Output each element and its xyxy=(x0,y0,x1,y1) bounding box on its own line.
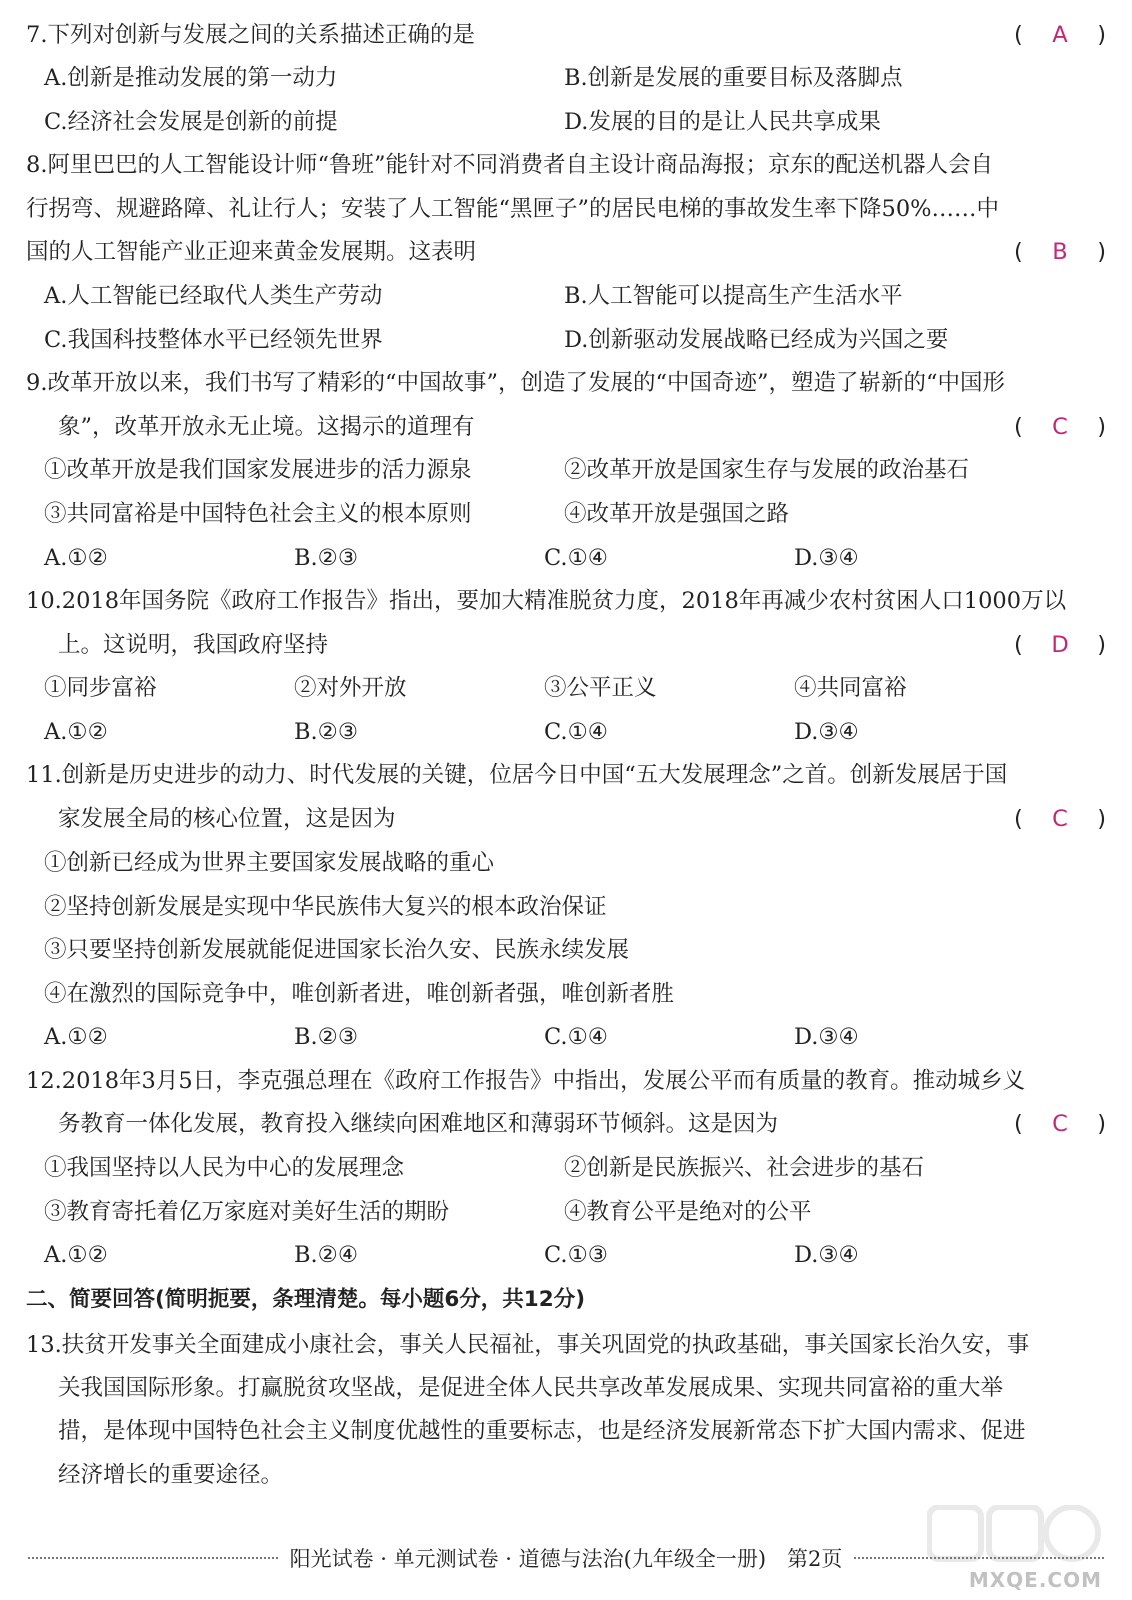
question-13-line1: 13.扶贫开发事关全面建成小康社会，事关人民福祉，事关巩固党的执政基础，事关国家长治久安，事 xyxy=(26,1332,1030,1358)
option-c: C.我国科技整体水平已经领先世界 xyxy=(44,327,383,353)
answer-q8: B xyxy=(1052,239,1068,265)
option-c: C.①③ xyxy=(544,1242,608,1268)
exam-page: 7.下列对创新与发展之间的关系描述正确的是 ( A ) A.创新是推动发展的第一动力 B.创新是发展的重要目标及落脚点 C.经济社会发展是创新的前提 D.发展的目的是让人民共享成果 8.阿里巴巴的人工智能设计师“鲁班”能针对不同消费者自主设计商品海报；京东的配送机器人会自 行拐弯、规避路障、礼让行人；安装了人工智能“黑匣子”的居民电梯的事故发生率下降50%……中 国的人工智能产业正迎来黄金发展期。这表明 ( B ) A.人工智能已经取代人类生产劳动 B.人工智能可以提高生产生活水平 C.我国科技整体水平已经领先世界 D.创新驱动发展战略已经成为兴国之要 9.改革开放以来，我们书写了精彩的“中国故事”，创造了发展的“中国奇迹”，塑造了崭新的“中国形 象”，改革开放永无止境。这揭示的道理有 ( C ) ①改革开放是我们国家发展进步的活力源泉 ②改革开放是国家生存与发展的政治基石 ③共同富裕是中国特色社会主义的根本原则 ④改革开放是强国之路 A.①② B.②③ C.①④ D.③④ 10.2018年国务院《政府工作报告》指出，要加大精准脱贫力度，2018年再减少农村贫困人口1000万以 上。这说明，我国政府坚持 ( D ) ①同步富裕 ②对外开放 ③公平正义 ④共同富裕 A.①② B.②③ C.①④ D.③④ 11.创新是历史进步的动力、时代发展的关键，位居今日中国“五大发展理念”之首。创新发展居于国 家发展全局的核心位置，这是因为 ( C ) ①创新已经成为世界主要国家发展战略的重心 ②坚持创新发展是实现中华民族伟大复兴的根本政治保证 ③只要坚持创新发展就能促进国家长治久安、民族永续发展 ④在激烈的国际竞争中，唯创新者进，唯创新者强，唯创新者胜 A.①② B.②③ C.①④ D.③④ 12.2018年3月5日，李克强总理在《政府工作报告》中指出，发展公平而有质量的教育。推动城乡义 务教育一体化发展，教育投入继续向困难地区和薄弱环节倾斜。这是因为 ( C ) ①我国坚持以人民为中心的发展理念 ②创新是民族振兴、社会进步的基石 ③教育寄托着亿万家庭对美好生活的期盼 ④教育公平是绝对的公平 A.①② B.②④ C.①③ D.③④ 二、简要回答(简明扼要，条理清楚。每小题6分，共12分) 13.扶贫开发事关全面建成小康社会，事关人民福祉，事关巩固党的执政基础，事关国家长治久安，事 关我国国际形象。打赢脱贫攻坚战，是促进全体人民共享改革发展成果、实现共同富裕的重大举 措，是体现中国特色社会主义制度优越性的重要标志，也是经济发展新常态下扩大国内需求、促进 经济增长的重要途径。 MXQE.COM 阳光试卷 · 单元测试卷 · 道德与法治(九年级全一册) 第2页 xyxy=(26,22,1106,1592)
statement-2: ②改革开放是国家生存与发展的政治基石 xyxy=(564,457,970,483)
answer-bracket: ( A ) xyxy=(1014,22,1106,48)
option-a: A.人工智能已经取代人类生产劳动 xyxy=(44,283,383,309)
option-b: B.②③ xyxy=(294,545,359,571)
question-8-stem-line3: 国的人工智能产业正迎来黄金发展期。这表明 ( B ) xyxy=(26,239,1106,265)
statement-4: ④教育公平是绝对的公平 xyxy=(564,1199,812,1225)
option-d: D.③④ xyxy=(794,1024,859,1050)
watermark-text: MXQE.COM xyxy=(968,1568,1102,1592)
question-12-stem-line1: 12.2018年3月5日，李克强总理在《政府工作报告》中指出，发展公平而有质量的教育。推动城乡义 xyxy=(26,1068,1026,1094)
option-d: D.③④ xyxy=(794,1242,859,1268)
answer-bracket: ( C ) xyxy=(1014,1111,1106,1137)
question-13-line3: 措，是体现中国特色社会主义制度优越性的重要标志，也是经济发展新常态下扩大国内需求、促进 xyxy=(58,1418,1026,1444)
answer-bracket: ( B ) xyxy=(1014,239,1106,265)
option-b: B.②④ xyxy=(294,1242,359,1268)
statement-2: ②创新是民族振兴、社会进步的基石 xyxy=(564,1155,925,1181)
statement-2: ②对外开放 xyxy=(294,675,407,701)
statement-3: ③公平正义 xyxy=(544,675,657,701)
option-c: C.经济社会发展是创新的前提 xyxy=(44,109,338,135)
answer-bracket: ( D ) xyxy=(1014,632,1106,658)
answer-q9: C xyxy=(1052,414,1068,440)
statement-4: ④改革开放是强国之路 xyxy=(564,501,790,527)
statement-3: ③共同富裕是中国特色社会主义的根本原则 xyxy=(44,501,472,527)
question-8-stem-line2: 行拐弯、规避路障、礼让行人；安装了人工智能“黑匣子”的居民电梯的事故发生率下降50%……中 xyxy=(26,196,1000,222)
option-a: A.①② xyxy=(44,1242,108,1268)
option-a: A.①② xyxy=(44,719,108,745)
option-a: A.①② xyxy=(44,1024,108,1050)
question-11-stem-line2: 家发展全局的核心位置，这是因为 ( C ) xyxy=(58,806,1106,832)
answer-q10: D xyxy=(1051,632,1069,658)
option-b: B.人工智能可以提高生产生活水平 xyxy=(564,283,903,309)
question-10-stem-line2: 上。这说明，我国政府坚持 ( D ) xyxy=(58,632,1106,658)
option-b: B.创新是发展的重要目标及落脚点 xyxy=(564,65,903,91)
option-b: B.②③ xyxy=(294,1024,359,1050)
option-d: D.③④ xyxy=(794,719,859,745)
question-11-stem-line1: 11.创新是历史进步的动力、时代发展的关键，位居今日中国“五大发展理念”之首。创新发展居于国 xyxy=(26,762,1008,788)
footer-text: 阳光试卷 · 单元测试卷 · 道德与法治(九年级全一册) 第2页 xyxy=(289,1547,843,1571)
statement-3: ③教育寄托着亿万家庭对美好生活的期盼 xyxy=(44,1199,450,1225)
question-12-stem-line2: 务教育一体化发展，教育投入继续向困难地区和薄弱环节倾斜。这是因为 ( C ) xyxy=(58,1111,1106,1137)
question-13-line2: 关我国国际形象。打赢脱贫攻坚战，是促进全体人民共享改革发展成果、实现共同富裕的重大举 xyxy=(58,1375,1004,1401)
answer-q12: C xyxy=(1052,1111,1068,1137)
statement-4: ④共同富裕 xyxy=(794,675,907,701)
question-8-stem-line1: 8.阿里巴巴的人工智能设计师“鲁班”能针对不同消费者自主设计商品海报；京东的配送机器人会自 xyxy=(26,152,993,178)
answer-q7: A xyxy=(1052,22,1068,48)
question-9-stem-line2: 象”，改革开放永无止境。这揭示的道理有 ( C ) xyxy=(58,414,1106,440)
question-13-line4: 经济增长的重要途径。 xyxy=(58,1462,284,1488)
section-2-heading: 二、简要回答(简明扼要，条理清楚。每小题6分，共12分) xyxy=(26,1287,586,1312)
footer-dotted-rule-right xyxy=(854,1557,1104,1559)
answer-bracket: ( C ) xyxy=(1014,414,1106,440)
option-d: D.③④ xyxy=(794,545,859,571)
option-b: B.②③ xyxy=(294,719,359,745)
option-a: A.创新是推动发展的第一动力 xyxy=(44,65,338,91)
option-c: C.①④ xyxy=(544,1024,608,1050)
answer-q11: C xyxy=(1052,806,1068,832)
option-c: C.①④ xyxy=(544,545,608,571)
question-10-stem-line1: 10.2018年国务院《政府工作报告》指出，要加大精准脱贫力度，2018年再减少农村贫困人口1000万以 xyxy=(26,588,1067,614)
answer-bracket: ( C ) xyxy=(1014,806,1106,832)
statement-1: ①同步富裕 xyxy=(44,675,157,701)
statement-1: ①改革开放是我们国家发展进步的活力源泉 xyxy=(44,457,472,483)
page-footer xyxy=(28,1540,1104,1576)
footer-dotted-rule-left xyxy=(28,1557,278,1559)
option-d: D.发展的目的是让人民共享成果 xyxy=(564,109,881,135)
option-c: C.①④ xyxy=(544,719,608,745)
question-9-stem-line1: 9.改革开放以来，我们书写了精彩的“中国故事”，创造了发展的“中国奇迹”，塑造了崭新的“中国形 xyxy=(26,370,1005,396)
question-7-stem: 7.下列对创新与发展之间的关系描述正确的是 ( A ) xyxy=(26,22,1106,48)
statement-1: ①我国坚持以人民为中心的发展理念 xyxy=(44,1155,405,1181)
option-a: A.①② xyxy=(44,545,108,571)
option-d: D.创新驱动发展战略已经成为兴国之要 xyxy=(564,327,949,353)
